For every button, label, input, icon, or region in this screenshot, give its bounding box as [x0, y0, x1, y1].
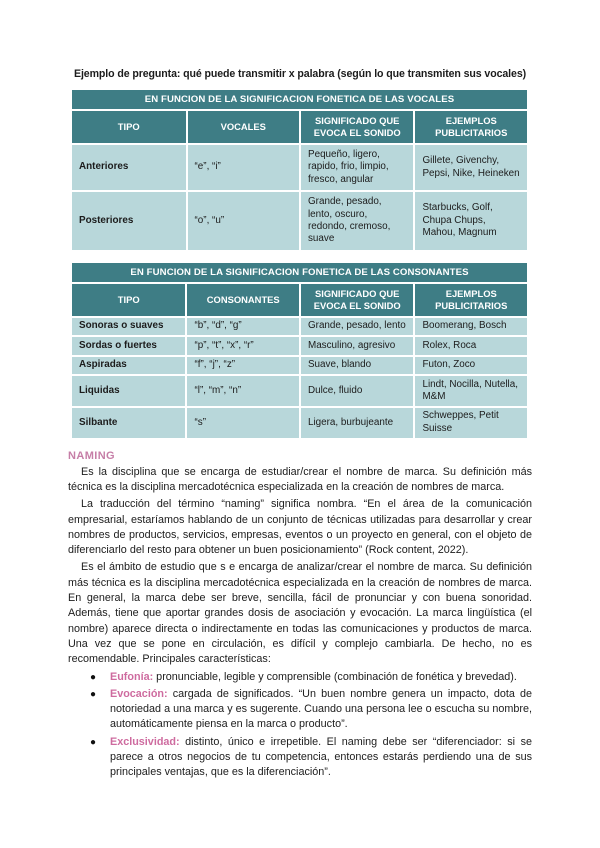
cell-significado: Pequeño, ligero, rapido, frio, limpio, fresco, angular	[301, 145, 413, 190]
column-header-vocales: VOCALES	[188, 111, 299, 143]
paragraph: Es la disciplina que se encarga de estudiar/crear el nombre de marca. Su definición más técnica es la disciplina mercadotécnica especializada en la creación de nombres de marca.	[68, 465, 532, 493]
cell-letters: “p”, “t”, “x”, “r”	[187, 337, 298, 354]
table-row	[72, 192, 527, 250]
cell-ejemplos: Starbucks, Golf, Chupa Chups, Mahou, Magnum	[415, 192, 527, 250]
column-header-significado: SIGNIFICADO QUE EVOCA EL SONIDO	[301, 111, 413, 143]
bullet-icon: ●	[90, 688, 97, 700]
cell-ejemplos: Schweppes, Petit Suisse	[415, 408, 527, 438]
consonants-table-title: EN FUNCION DE LA SIGNIFICACION FONETICA DE LAS CONSONANTES	[72, 263, 527, 282]
vowels-table-title: EN FUNCION DE LA SIGNIFICACION FONETICA DE LAS VOCALES	[72, 90, 527, 109]
cell-letters: “b”, “d”, “g”	[187, 318, 298, 335]
bullet-text: pronunciable, legible y comprensible (combinación de fonética y brevedad).	[153, 670, 517, 683]
spacer	[68, 252, 532, 261]
cell-tipo: Sordas o fuertes	[72, 337, 185, 354]
column-header-significado: SIGNIFICADO QUE EVOCA EL SONIDO	[301, 284, 413, 316]
bullet-text: distinto, único e irrepetible. El naming debe ser “diferenciador: si se parece a otros negocios de tu competencia, entonces estarás perdiendo una de sus principales ventajas, que es la diferenciación”.	[110, 735, 532, 779]
column-header-tipo: TIPO	[72, 111, 186, 143]
table-header-row	[72, 111, 527, 143]
cell-significado: Ligera, burbujeante	[301, 408, 413, 438]
cell-letters: “s”	[187, 408, 298, 438]
cell-tipo: Liquidas	[72, 376, 185, 406]
table-row	[72, 145, 527, 190]
column-header-consonantes: CONSONANTES	[187, 284, 298, 316]
characteristics-list	[68, 670, 532, 781]
cell-significado: Grande, pesado, lento, oscuro, redondo, cremoso, suave	[301, 192, 413, 250]
table-row	[72, 376, 527, 406]
list-item	[68, 687, 532, 733]
table-title-row	[72, 90, 527, 109]
cell-tipo: Posteriores	[72, 192, 186, 250]
cell-significado: Grande, pesado, lento	[301, 318, 413, 335]
table-row	[72, 357, 527, 374]
page-content	[68, 68, 532, 783]
vowels-table	[70, 88, 529, 252]
paragraph: La traducción del término “naming” significa nombra. “En el área de la comunicación empresarial, estaríamos hablando de un conjunto de técnicas utilizadas para desarrollar y crear nombres de productos, servicios, empresas, eventos o un proyecto en general, con el objeto de diferenciarlo del resto para obtener un buen posicionamiento” (Rock content, 2022).	[68, 498, 532, 557]
cell-ejemplos: Lindt, Nocilla, Nutella, M&M	[415, 376, 527, 406]
cell-significado: Dulce, fluido	[301, 376, 413, 406]
paragraph: Es el ámbito de estudio que s e encarga de analizar/crear el nombre de marca. Su definición más técnica es la disciplina mercadotécnica especializada en la creación de nombres de marca. En general, la marca debe ser breve, sencilla, fácil de pronunciar y con buena sonoridad. Además, tiene que aportar grandes dosis de asociación y evocación. La marca lingüística (el nombre) aparece directa o indirectamente en todas las comunicaciones y productos de marca. Una vez que se pone en circulación, es difícil y complejo cambiarla. De hecho, no es recomendable. Principales características:	[68, 561, 532, 666]
bullet-term: Exclusividad:	[110, 735, 180, 748]
bullet-icon: ●	[90, 671, 97, 683]
table-row	[72, 408, 527, 438]
cell-ejemplos: Futon, Zoco	[415, 357, 527, 374]
column-header-ejemplos: EJEMPLOS PUBLICITARIOS	[415, 284, 527, 316]
bullet-icon: ●	[90, 736, 97, 748]
table-header-row	[72, 284, 527, 316]
table-row	[72, 318, 527, 335]
bullet-term: Eufonía:	[110, 670, 154, 683]
table-title-row	[72, 263, 527, 282]
cell-ejemplos: Rolex, Roca	[415, 337, 527, 354]
cell-significado: Suave, blando	[301, 357, 413, 374]
cell-letters: “e”, “i”	[188, 145, 299, 190]
consonants-table	[70, 261, 529, 440]
naming-heading: NAMING	[68, 449, 116, 462]
list-item	[68, 670, 532, 685]
cell-significado: Masculino, agresivo	[301, 337, 413, 354]
cell-tipo: Silbante	[72, 408, 185, 438]
cell-tipo: Anteriores	[72, 145, 186, 190]
cell-tipo: Sonoras o suaves	[72, 318, 185, 335]
cell-ejemplos: Boomerang, Bosch	[415, 318, 527, 335]
cell-letters: “f”, “j”, “z”	[187, 357, 298, 374]
cell-ejemplos: Gillete, Givenchy, Pepsi, Nike, Heineken	[415, 145, 527, 190]
table-row	[72, 337, 527, 354]
list-item	[68, 735, 532, 781]
cell-letters: “l”, “m”, “n”	[187, 376, 298, 406]
cell-letters: “o”, “u”	[188, 192, 299, 250]
bullet-term: Evocación:	[110, 687, 168, 700]
column-header-ejemplos: EJEMPLOS PUBLICITARIOS	[415, 111, 527, 143]
intro-text: Ejemplo de pregunta: qué puede transmitir x palabra (según lo que transmiten sus vocales)	[74, 68, 527, 80]
cell-tipo: Aspiradas	[72, 357, 185, 374]
column-header-tipo: TIPO	[72, 284, 185, 316]
bullet-text: cargada de significados. “Un buen nombre genera un impacto, dota de notoriedad a una marca y es sugerente. Cuando una persona lee o escucha su nombre, automáticamente piensa en la marca o producto”.	[110, 687, 532, 731]
